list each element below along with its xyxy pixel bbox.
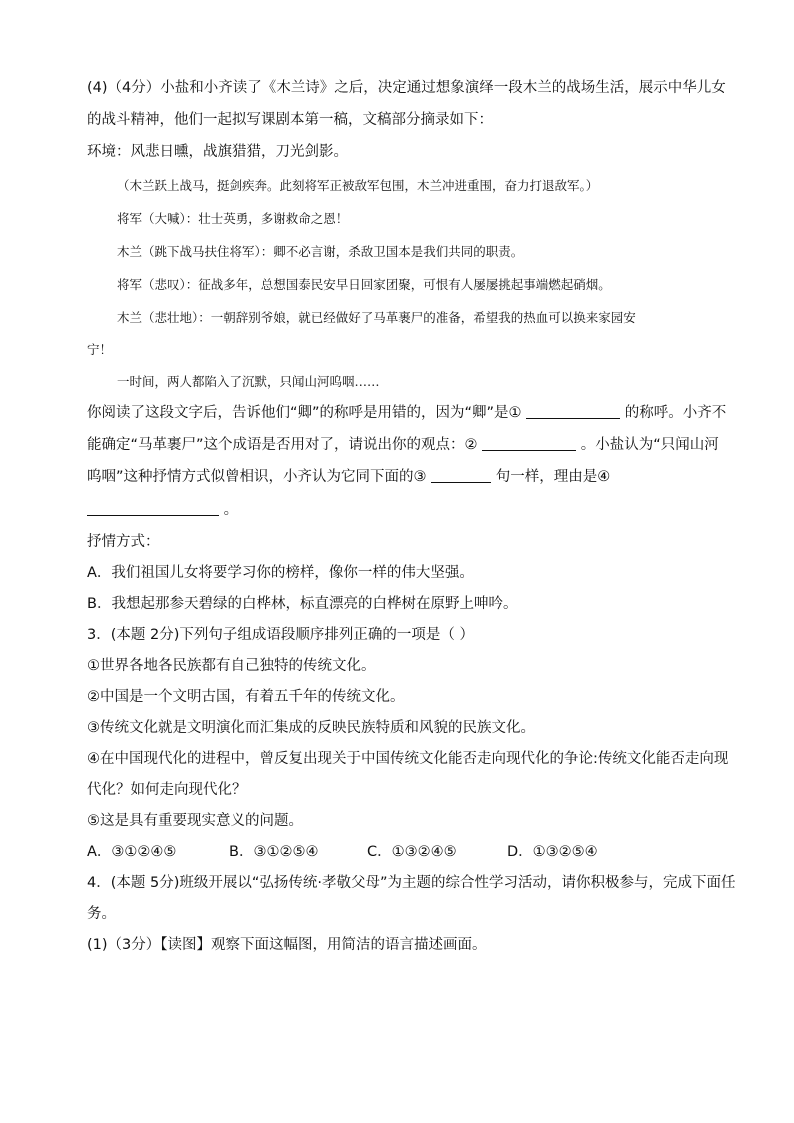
sentence-2: ②中国是一个文明古国，有着五千年的传统文化。 <box>87 689 405 705</box>
question-text: 。 <box>223 502 239 518</box>
choice-b[interactable]: B．③①②⑤④ <box>229 844 319 860</box>
question-text: 的称呼。小齐不 <box>624 405 727 421</box>
sentence-4-cont: 代化？如何走向现代化？ <box>87 782 247 798</box>
script-line: 木兰（跳下战马扶住将军）：卿不必言谢，杀敌卫国本是我们共同的职责。 <box>117 244 524 259</box>
script-line: 宁！ <box>87 342 113 357</box>
answer-line-3 <box>87 467 707 487</box>
sentence-4: ④在中国现代化的进程中，曾反复出现关于中国传统文化能否走向现代化的争论:传统文化能否走向现 <box>87 751 729 767</box>
option-a: A．我们祖国儿女将要学习你的榜样，像你一样的伟大坚强。 <box>87 565 474 581</box>
question-title-cont: 务。 <box>87 906 116 922</box>
question-text: 。小盐认为“只闻山河 <box>580 437 719 453</box>
answer-line-2 <box>87 435 719 455</box>
question-text: 句一样，理由是④ <box>495 469 611 485</box>
choices-row <box>87 842 707 862</box>
answer-line-4 <box>87 500 707 520</box>
question-text: (4)（4分）小盐和小齐读了《木兰诗》之后，决定通过想象演绎一段木兰的战场生活，展示中华儿女 <box>87 80 726 96</box>
question-text: 的战斗精神，他们一起拟写课剧本第一稿，文稿部分摘录如下： <box>87 112 493 128</box>
answer-blank-1[interactable] <box>526 404 620 419</box>
script-line: 将军（悲叹）：征战多年，总想国泰民安早日回家团聚，可恨有人屡屡挑起事端燃起硝烟。 <box>117 277 611 292</box>
question-3 <box>87 625 729 862</box>
question-title: 4．(本题 5分)班级开展以“弘扬传统·孝敬父母”为主题的综合性学习活动，请你积极参与，完成下面任 <box>87 875 736 891</box>
sentence-1: ①世界各地各民族都有自己独特的传统文化。 <box>87 658 376 674</box>
question-text: 呜咽”这种抒情方式似曾相识，小齐认为它同下面的③ <box>87 469 427 485</box>
sentence-3: ③传统文化就是文明演化而汇集成的反映民族特质和风貌的民族文化。 <box>87 720 535 736</box>
option-b: B．我想起那参天碧绿的白桦林，标直漂亮的白桦树在原野上呻吟。 <box>87 596 518 612</box>
choice-a[interactable]: A．③①②④⑤ <box>87 844 177 860</box>
question-title: 3．(本题 2分)下列句子组成语段顺序排列正确的一项是（ ） <box>87 627 474 643</box>
question-4 <box>87 873 736 955</box>
answer-line-1 <box>87 403 727 423</box>
script-line: 将军（大喊）：壮士英勇，多谢救命之恩！ <box>117 211 349 226</box>
question-text: 你阅读了这段文字后，告诉他们“卿”的称呼是用错的，因为“卿”是① <box>87 405 522 421</box>
script-line: （木兰跃上战马，挺剑疾奔。此刻将军正被敌军包围，木兰冲进重围，奋力打退敌军。） <box>117 178 599 193</box>
question-4-part-4 <box>87 78 727 614</box>
part-1: (1)（3分）【读图】观察下面这幅图，用简洁的语言描述画面。 <box>87 937 487 953</box>
method-title: 抒情方式： <box>87 534 160 550</box>
answer-blank-4[interactable] <box>87 501 219 516</box>
answer-blank-2[interactable] <box>482 436 576 451</box>
answer-blank-3[interactable] <box>431 468 491 483</box>
script-line: 木兰（悲壮地）：一朝辞别爷娘，就已经做好了马革裹尸的准备，希望我的热血可以换来家园安 <box>117 310 636 325</box>
environment-line: 环境：风悲日曛，战旗猎猎，刀光剑影。 <box>87 144 348 160</box>
sentence-5: ⑤这是具有重要现实意义的问题。 <box>87 813 303 829</box>
choice-c[interactable]: C．①③②④⑤ <box>367 844 457 860</box>
script-line: 一时间，两人都陷入了沉默，只闻山河呜咽…… <box>117 374 380 389</box>
exam-page <box>87 78 736 955</box>
choice-d[interactable]: D．①③②⑤④ <box>507 844 598 860</box>
question-text: 能确定“马革裹尸”这个成语是否用对了，请说出你的观点：② <box>87 437 478 453</box>
